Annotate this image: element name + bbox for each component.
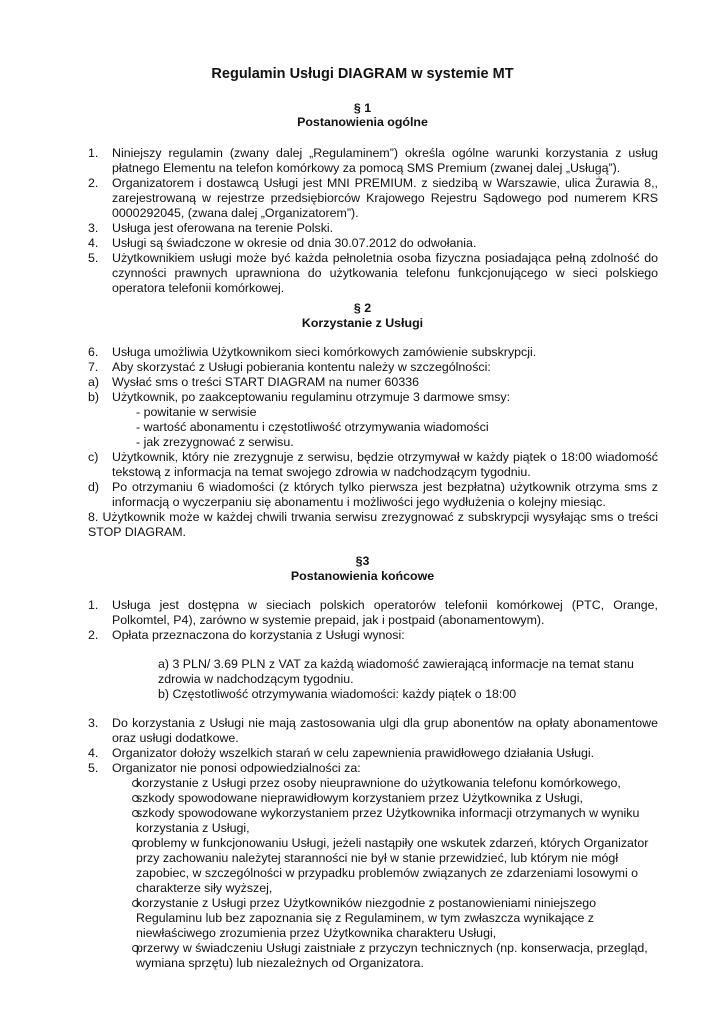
list-item: 4. Usługi są świadczone w okresie od dnia 30.07.2012 do odwołania. (88, 236, 477, 250)
list-item: 6. Usługa umożliwia Użytkownikom sieci komórkowych zamówienie subskrypcji. (88, 345, 537, 359)
section-3-heading: Postanowienia końcowe (290, 569, 435, 583)
section-2-heading: Korzystanie z Usługi (301, 316, 424, 330)
sub-item: - wartość abonamentu i częstotliwość otrzymywania wiadomości (136, 420, 489, 434)
sub-item: - powitanie w serwisie (136, 405, 257, 419)
list-item: a) Wysłać sms o treści START DIAGRAM na numer 60336 (88, 375, 419, 389)
fee-block (88, 657, 658, 702)
bullet-item: korzystanie z Usługi przez Użytkowników niezgodnie z postanowieniami niniejszego Regulaminu lub bez zapoznania się z Regulaminem, w tym zwłaszcza wynikające z niewłaściwego zrozumienia przez Użytkownika charakteru Usługi, (136, 896, 597, 940)
section-2-list (88, 345, 658, 540)
list-item: 2. Organizatorem i dostawcą Usługi jest MNI PREMIUM. z siedzibą w Warszawie, ulica Żurawia 8,, zarejestrowaną w rejestrze przedsiębiorców Krajowego Rejestru Sądowego pod numerem KRS 0000292045, (zwana dalej „Organizatorem”). (88, 176, 658, 220)
list-item: c) Użytkownik, który nie zrezygnuje z serwisu, będzie otrzymywał w każdy piątek o 18:00 wiadomość tekstową z informacja na temat swojego zdrowia w nadchodzącym tygodniu. (88, 450, 658, 479)
fee-line: b) Częstotliwość otrzymywania wiadomości: każdy piątek o 18:00 (158, 687, 517, 701)
list-item: 7. Aby skorzystać z Usługi pobierania kontentu należy w szczególności: (88, 360, 491, 374)
section-1-mark: § 1 (353, 101, 372, 115)
list-item: 1. Usługa jest dostępna w sieciach polskich operatorów telefonii komórkowej (PTC, Orange, Polkomtel, P4), zarówno w systemie prepaid, jak i postpaid (abonamentowym). (88, 598, 658, 627)
document-title: Regulamin Usługi DIAGRAM w systemie MT (211, 66, 514, 82)
fee-line: a) 3 PLN/ 3.69 PLN z VAT za każdą wiadomość zawierającą informacje na temat stanu zdrowia w nadchodzącym tygodniu. (158, 657, 634, 686)
list-item: 3. Do korzystania z Usługi nie mają zastosowania ulgi dla grup abonentów na opłaty abonamentowe oraz usługi dodatkowe. (88, 716, 658, 745)
bullet-item: przerwy w świadczeniu Usługi zaistniałe z przyczyn technicznych (np. konserwacja, przegląd, wymiana sprzętu) lub niezależnych od Organizatora. (136, 941, 648, 970)
list-item: 8. Użytkownik może w każdej chwili trwania serwisu zrezygnować z subskrypcji wysyłając sms o treści STOP DIAGRAM. (88, 510, 658, 539)
bullet-item: problemy w funkcjonowaniu Usługi, jeżeli nastąpiły one wskutek zdarzeń, których Organizator przy zachowaniu należytej staranności nie był w stanie przewidzieć, lub którym nie mógł zapobiec, w szczególności w przypadku problemów związanych ze zdarzeniami losowymi o charakterze siły wyższej, (136, 836, 649, 895)
section-1-heading: Postanowienia ogólne (297, 115, 428, 129)
list-item: 3. Usługa jest oferowana na terenie Polski. (88, 221, 334, 235)
sub-item: - jak zrezygnować z serwisu. (136, 435, 294, 449)
list-item: 4. Organizator dołoży wszelkich starań w celu zapewnienia prawidłowego działania Usługi. (88, 746, 595, 760)
bullet-item: korzystanie z Usługi przez osoby nieuprawnione do użytkowania telefonu komórkowego, (136, 776, 621, 790)
section-3-list-top (88, 598, 658, 643)
list-item: 5. Organizator nie ponosi odpowiedzialności za: (88, 761, 361, 775)
section-2-mark: § 2 (353, 301, 372, 315)
list-item: 1. Niniejszy regulamin (zwany dalej „Regulaminem”) określa ogólne warunki korzystania z usług płatnego Elementu na telefon komórkowy za pomocą SMS Premium (zwanej dalej „Usługą”). (88, 146, 658, 175)
section-3-list-bottom (88, 716, 658, 971)
section-1-list (88, 146, 658, 296)
bullet-item: szkody spowodowane wykorzystaniem przez Użytkownika informacji otrzymanych w wyniku korzystania z Usługi, (136, 806, 640, 835)
list-item: b) Użytkownik, po zaakceptowaniu regulaminu otrzymuje 3 darmowe smsy: (88, 390, 511, 404)
section-3-mark: §3 (355, 554, 370, 568)
list-item: 5. Użytkownikiem usługi może być każda pełnoletnia osoba fizyczna posiadająca pełną zdolność do czynności prawnych uprawniona do użytkowania telefonu funkcjonującego w sieci polskiego operatora telefonii komórkowej. (88, 251, 658, 295)
bullet-item: szkody spowodowane nieprawidłowym korzystaniem przez Użytkownika z Usługi, (136, 791, 583, 805)
list-item: d) Po otrzymaniu 6 wiadomości (z których tylko pierwsza jest bezpłatna) użytkownik otrzyma sms z informacją o wyczerpaniu się abonamentu i możliwości jego wydłużenia o kolejny miesiąc. (88, 480, 658, 509)
list-item: 2. Opłata przeznaczona do korzystania z Usługi wynosi: (88, 628, 405, 642)
